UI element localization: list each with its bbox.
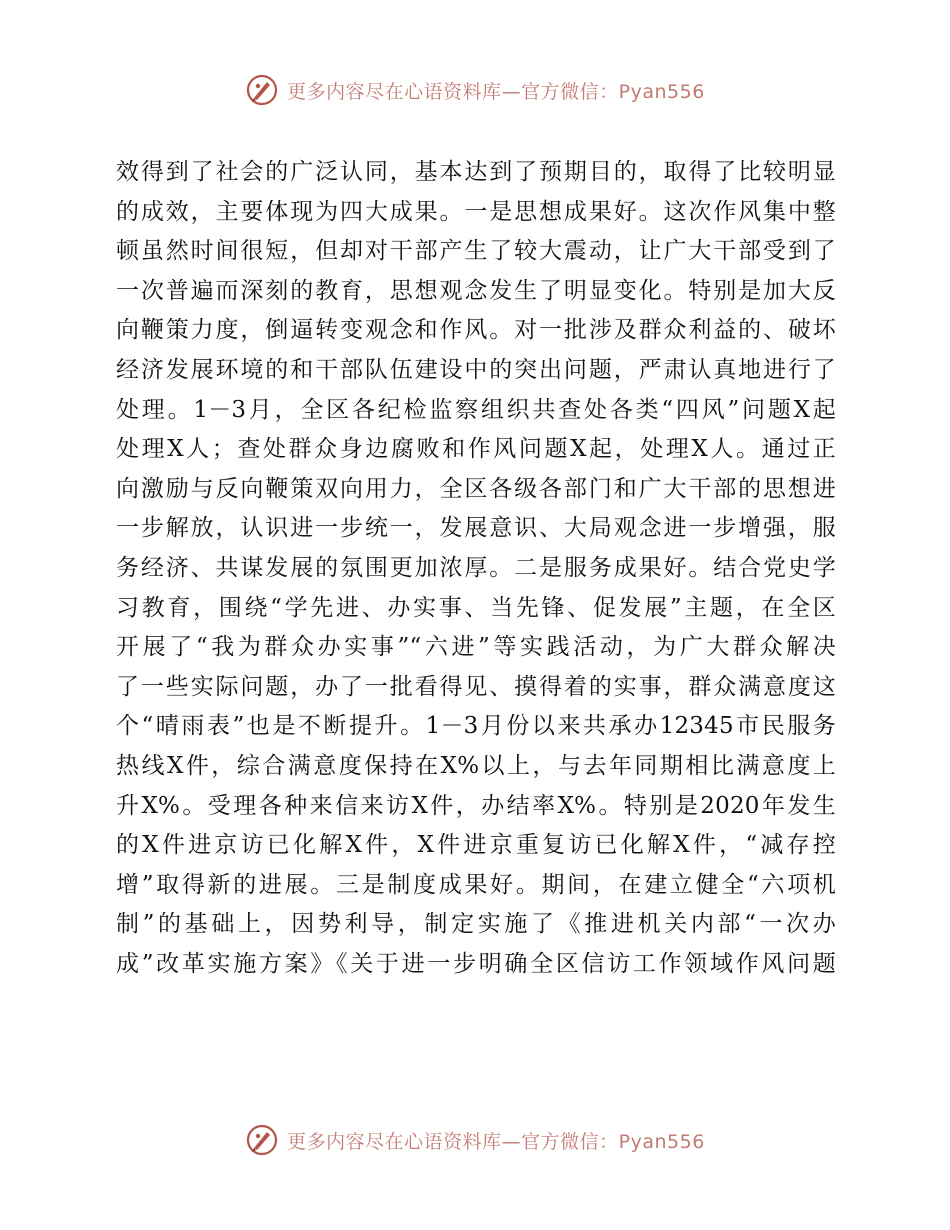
body-line: 的X件进京访已化解X件，X件进京重复访已化解X件，“减存控 (116, 832, 836, 859)
header-banner-text: 更多内容尽在心语资料库—官方微信：Pyan556 (287, 80, 705, 103)
footer-banner-text: 更多内容尽在心语资料库—官方微信：Pyan556 (287, 1130, 705, 1153)
body-line: 的成效，主要体现为四大成果。一是思想成果好。这次作风集中整 (116, 198, 836, 225)
header-banner (0, 70, 950, 110)
body-line: 习教育，围绕“学先进、办实事、当先锋、促发展”主题，在全区 (116, 594, 836, 621)
body-line: 增”取得新的进展。三是制度成果好。期间，在建立健全“六项机 (116, 871, 836, 898)
body-line: 务经济、共谋发展的氛围更加浓厚。二是服务成果好。结合党史学 (116, 554, 836, 581)
body-line: 了一些实际问题，办了一批看得见、摸得着的实事，群众满意度这 (116, 673, 836, 700)
body-line: 制”的基础上，因势利导，制定实施了《推进机关内部“一次办 (116, 911, 836, 938)
body-line: 向鞭策力度，倒逼转变观念和作风。对一批涉及群众利益的、破坏 (116, 317, 836, 344)
pen-logo-icon (245, 1123, 279, 1157)
body-line: 效得到了社会的广泛认同，基本达到了预期目的，取得了比较明显 (116, 159, 836, 185)
body-line: 处理。1－3月，全区各纪检监察组织共查处各类“四风”问题X起 (116, 396, 836, 423)
body-line: 一步解放，认识进一步统一，发展意识、大局观念进一步增强，服 (116, 515, 836, 542)
body-line: 处理X人；查处群众身边腐败和作风问题X起，处理X人。通过正 (116, 436, 836, 463)
body-line: 向激励与反向鞭策双向用力，全区各级各部门和广大干部的思想进 (116, 475, 836, 502)
body-line: 热线X件，综合满意度保持在X%以上，与去年同期相比满意度上 (116, 752, 836, 779)
body-line: 开展了“我为群众办实事”“六进”等实践活动，为广大群众解决 (116, 634, 836, 661)
body-line: 个“晴雨表”也是不断提升。1－3月份以来共承办12345市民服务 (116, 713, 836, 740)
body-line: 顿虽然时间很短，但却对干部产生了较大震动，让广大干部受到了 (116, 238, 836, 265)
body-line: 成”改革实施方案》《关于进一步明确全区信访工作领域作风问题 (116, 950, 836, 977)
body-line: 一次普遍而深刻的教育，思想观念发生了明显变化。特别是加大反 (116, 277, 836, 304)
footer-banner (0, 1120, 950, 1160)
body-line: 升X%。受理各种来信来访X件，办结率X%。特别是2020年发生 (116, 792, 836, 819)
pen-logo-icon (245, 73, 279, 107)
body-line: 经济发展环境的和干部队伍建设中的突出问题，严肃认真地进行了 (116, 356, 836, 383)
document-body (116, 153, 836, 984)
